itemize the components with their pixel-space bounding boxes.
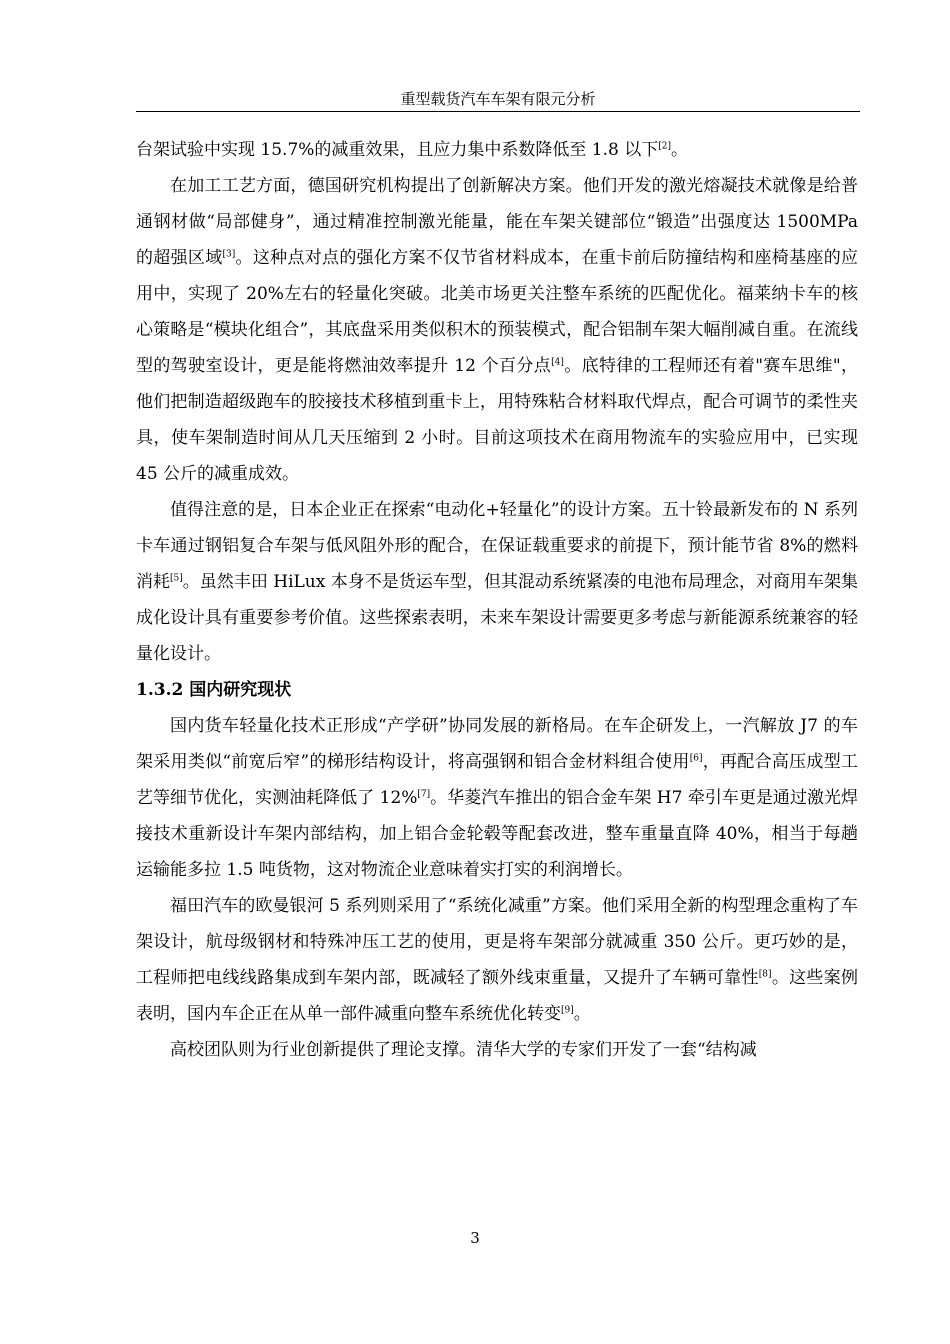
- page-number: 3: [470, 1229, 480, 1247]
- paragraph-text: 国内货车轻量化技术正形成“产学研”协同发展的新格局。在车企研发上，一汽解放 J7 的车架采用类似“前宽后窄”的梯形结构设计，将高强钢和铝合金材料组合使用: [136, 716, 858, 772]
- citation: [6]: [689, 753, 703, 764]
- paragraph-text: 。: [671, 140, 689, 160]
- paragraph-text: 。虽然丰田 HiLux 本身不是货运车型，但其混动系统紧凑的电池布局理念，对商用车架集成化设计具有重要参考价值。这些探索表明，未来车架设计需要更多考虑与新能源系统兼容的轻量化设计。: [136, 572, 859, 664]
- citation: [4]: [551, 357, 564, 368]
- header-rule: [136, 111, 860, 112]
- paragraph-text: 。这种点对点的强化方案不仅节省材料成本，在重卡前后防撞结构和座椅基座的应用中，实现了 20%左右的轻量化突破。北美市场更关注整车系统的匹配优化。福莱纳卡车的核心策略是“模块化组合”，其底盘采用类似积木的预装模式，配合铝制车架大幅削减自重。在流线型的驾驶室设计，更是能将燃油效率提升 12 个百分点: [136, 248, 859, 376]
- paragraph-6: [136, 1032, 858, 1068]
- section-heading: 1.3.2 国内研究现状: [136, 680, 292, 700]
- paragraph-text: 值得注意的是，日本企业正在探索“电动化+轻量化”的设计方案。五十铃最新发布的 N 系列卡车通过钢铝复合车架与低风阻外形的配合，在保证载重要求的前提下，预计能节省 8%的燃料消耗: [136, 500, 858, 592]
- paragraph-text: 福田汽车的欧曼银河 5 系列则采用了“系统化减重”方案。他们采用全新的构型理念重构了车架设计，航母级钢材和特殊冲压工艺的使用，更是将车架部分就减重 350 公斤。更巧妙的是，工程师把电线线路集成到车架内部，既减轻了额外线束重量，又提升了车辆可靠性: [136, 896, 858, 988]
- paragraph-text: 。底特律的工程师还有着"赛车思维"，他们把制造超级跑车的胶接技术移植到重卡上，用特殊粘合材料取代焊点，配合可调节的柔性夹具，使车架制造时间从几天压缩到 2 小时。目前这项技术在商用物流车的实验应用中，已实现 45 公斤的减重成效。: [136, 356, 858, 484]
- paragraph-text: 台架试验中实现 15.7%的减重效果，且应力集中系数降低至 1.8 以下: [136, 140, 659, 160]
- citation: [5]: [170, 573, 183, 584]
- paragraph-5: [136, 888, 858, 1032]
- page-body: [136, 132, 858, 1068]
- page-header: 重型载货汽车车架有限元分析: [400, 90, 596, 108]
- paragraph-3: [136, 492, 858, 672]
- paragraph-text: 在加工工艺方面，德国研究机构提出了创新解决方案。他们开发的激光熔凝技术就像是给普通钢材做“局部健身”，通过精准控制激光能量，能在车架关键部位“锻造”出强度达 1500MPa 的超强区域: [136, 176, 858, 268]
- citation: [8]: [758, 969, 772, 980]
- paragraph-text: 。华菱汽车推出的铝合金车架 H7 牵引车更是通过激光焊接技术重新设计车架内部结构，加上铝合金轮毂等配套改进，整车重量直降 40%，相当于每趟运输能多拉 1.5 吨货物，这对物流企业意味着实打实的利润增长。: [136, 788, 858, 880]
- citation: [7]: [417, 789, 431, 800]
- paragraph-text: 高校团队则为行业创新提供了理论支撑。清华大学的专家们开发了一套“结构减: [170, 1040, 757, 1060]
- paragraph-text: 。: [573, 1004, 591, 1024]
- paragraph-1: [136, 132, 858, 168]
- paragraph-text: 。这些案例表明，国内车企正在从单一部件减重向整车系统优化转变: [136, 968, 859, 1024]
- citation: [9]: [561, 1005, 574, 1016]
- paragraph-2: [136, 168, 858, 492]
- citation: [2]: [658, 141, 672, 152]
- citation: [3]: [222, 249, 236, 260]
- paragraph-4: [136, 708, 858, 888]
- paragraph-text: ，再配合高压成型工艺等细节优化，实测油耗降低了 12%: [136, 752, 858, 808]
